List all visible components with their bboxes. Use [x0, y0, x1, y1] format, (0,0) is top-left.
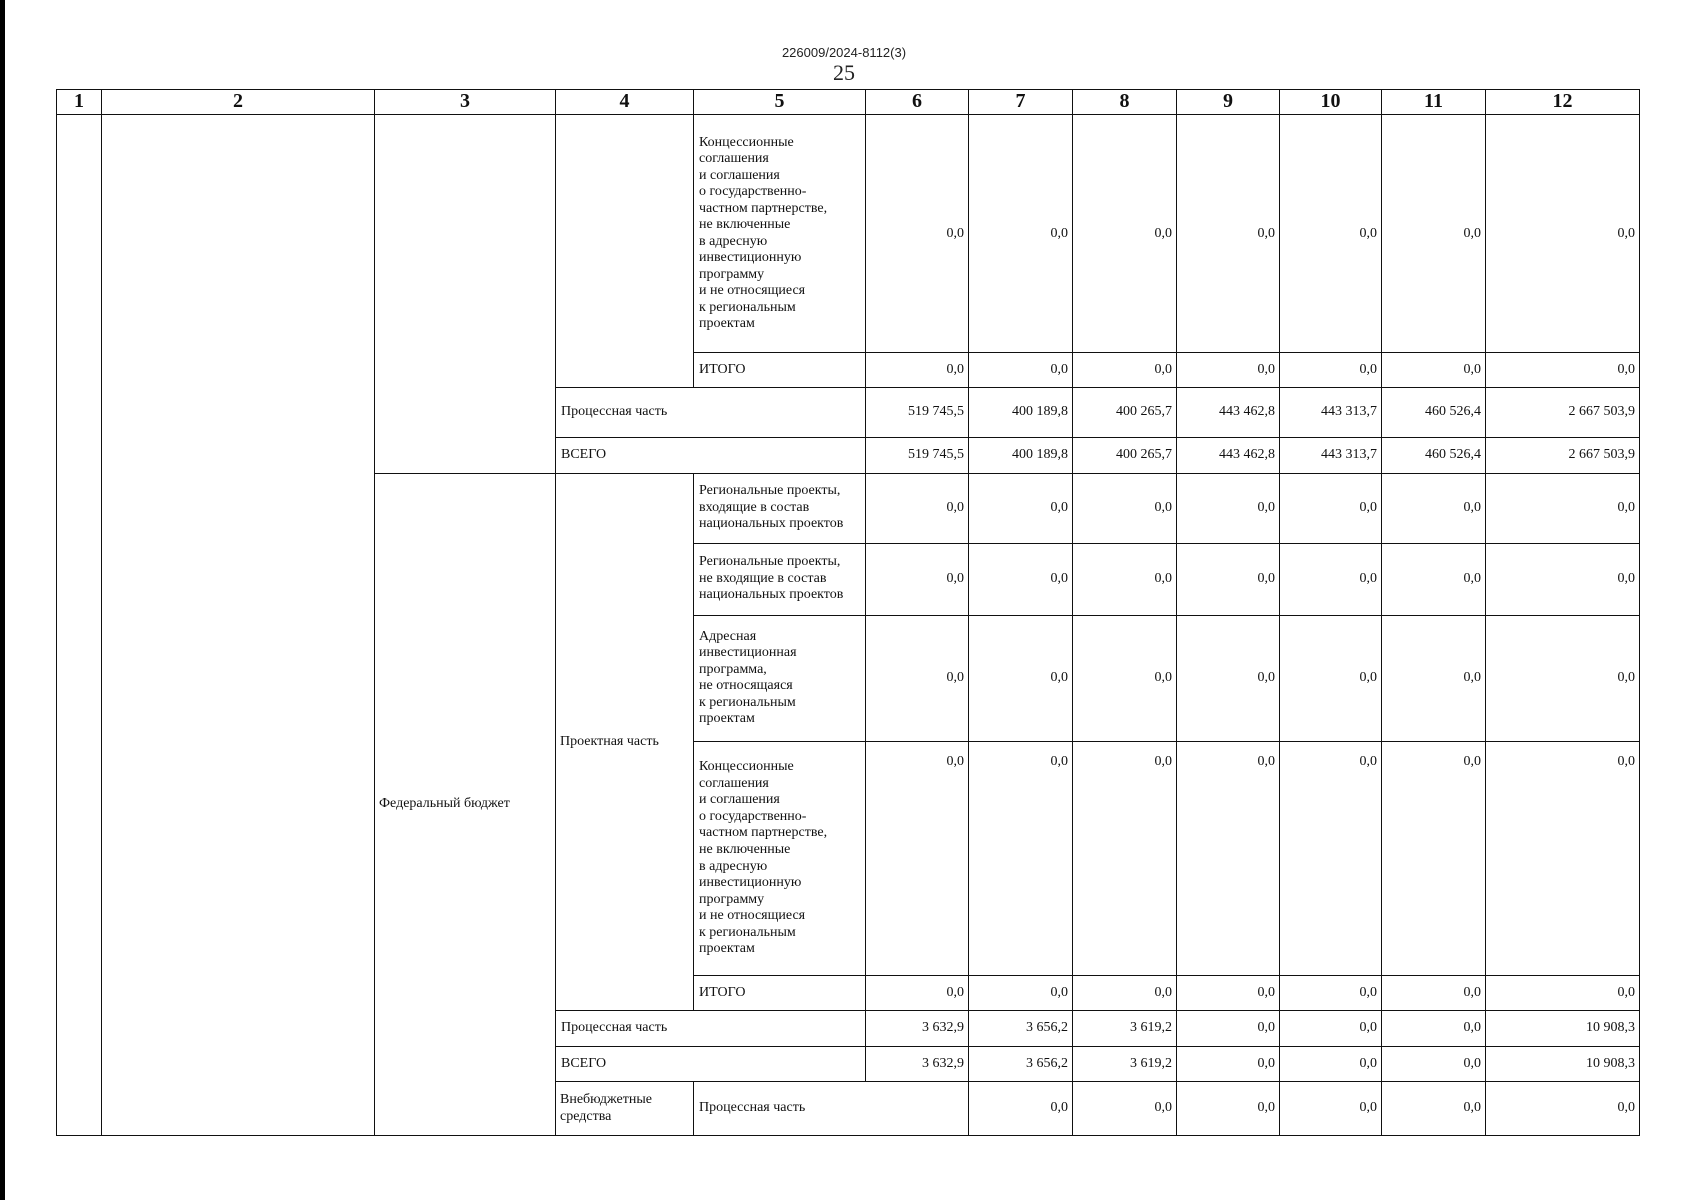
value-cell: 0,0 — [1073, 115, 1177, 353]
value-cell: 0,0 — [866, 353, 969, 387]
value-cell: 0,0 — [1073, 473, 1177, 543]
value-cell: 0,0 — [1280, 353, 1382, 387]
value-cell: 0,0 — [1280, 1011, 1382, 1046]
value-cell: 0,0 — [1177, 1011, 1280, 1046]
value-cell: 0,0 — [1280, 615, 1382, 742]
column-header: 4 — [556, 90, 694, 115]
value-cell: 0,0 — [866, 615, 969, 742]
column-number-row — [57, 90, 1640, 115]
value-cell: 0,0 — [1280, 473, 1382, 543]
value-cell: 3 656,2 — [969, 1046, 1073, 1081]
value-cell: 0,0 — [969, 975, 1073, 1010]
value-cell: 0,0 — [1280, 1082, 1382, 1136]
column-header: 8 — [1073, 90, 1177, 115]
value-cell: 460 526,4 — [1382, 387, 1486, 438]
value-cell: 0,0 — [1382, 975, 1486, 1010]
value-cell: 3 619,2 — [1073, 1046, 1177, 1081]
value-cell: 443 462,8 — [1177, 438, 1280, 473]
budget-table — [56, 89, 1640, 1136]
column-header: 6 — [866, 90, 969, 115]
column-header: 10 — [1280, 90, 1382, 115]
value-cell: 0,0 — [969, 742, 1073, 976]
column-header: 11 — [1382, 90, 1486, 115]
value-cell: 0,0 — [969, 543, 1073, 615]
value-cell: 0,0 — [866, 115, 969, 353]
value-cell: 0,0 — [1177, 1082, 1280, 1136]
value-cell: 0,0 — [1486, 353, 1640, 387]
value-cell: 0,0 — [1177, 543, 1280, 615]
column-header: 2 — [102, 90, 375, 115]
value-cell: 0,0 — [1177, 975, 1280, 1010]
value-cell: 0,0 — [1382, 115, 1486, 353]
value-cell: 0,0 — [1177, 473, 1280, 543]
value-cell: 460 526,4 — [1382, 438, 1486, 473]
item-label-address-program: Адресная инвестиционная программа, не относящаяся к региональным проектам — [694, 615, 866, 742]
value-cell: 3 632,9 — [866, 1046, 969, 1081]
value-cell: 0,0 — [969, 353, 1073, 387]
column-header: 12 — [1486, 90, 1640, 115]
value-cell: 0,0 — [1280, 115, 1382, 353]
value-cell: 443 462,8 — [1177, 387, 1280, 438]
value-cell: 0,0 — [866, 473, 969, 543]
col2-empty-cell — [102, 115, 375, 1136]
value-cell: 0,0 — [1486, 115, 1640, 353]
value-cell: 0,0 — [1073, 615, 1177, 742]
value-cell: 0,0 — [969, 615, 1073, 742]
item-label-concession: Концессионные соглашения и соглашения о государственно- частном партнерстве, не включенные в адресную инвестиционную программу и не относящиеся к региональным проектам — [694, 742, 866, 976]
value-cell: 0,0 — [1382, 1046, 1486, 1081]
value-cell: 400 189,8 — [969, 387, 1073, 438]
item-label-regional-in-national: Региональные проекты, входящие в состав национальных проектов — [694, 473, 866, 543]
value-cell: 519 745,5 — [866, 387, 969, 438]
value-cell: 0,0 — [969, 473, 1073, 543]
value-cell: 0,0 — [1073, 543, 1177, 615]
value-cell: 2 667 503,9 — [1486, 438, 1640, 473]
value-cell: 0,0 — [866, 543, 969, 615]
page-number: 25 — [833, 60, 855, 85]
value-cell: 0,0 — [1382, 1082, 1486, 1136]
value-cell: 0,0 — [1177, 1046, 1280, 1081]
item-label-itogo: ИТОГО — [694, 975, 866, 1010]
value-cell: 0,0 — [866, 975, 969, 1010]
column-header: 1 — [57, 90, 102, 115]
value-cell: 0,0 — [866, 742, 969, 976]
item-label-total: ВСЕГО — [556, 1046, 866, 1081]
value-cell: 2 667 503,9 — [1486, 387, 1640, 438]
value-cell: 3 619,2 — [1073, 1011, 1177, 1046]
value-cell: 0,0 — [1073, 1082, 1177, 1136]
col4-continued-cell — [556, 115, 694, 387]
item-label-regional-not-national: Региональные проекты, не входящие в состав национальных проектов — [694, 543, 866, 615]
value-cell: 0,0 — [969, 1082, 1073, 1136]
item-label-process-part: Процессная часть — [694, 1082, 969, 1136]
value-cell: 0,0 — [1382, 473, 1486, 543]
table-row — [57, 115, 1640, 353]
value-cell: 0,0 — [1486, 1082, 1640, 1136]
column-header: 7 — [969, 90, 1073, 115]
value-cell: 3 656,2 — [969, 1011, 1073, 1046]
value-cell: 0,0 — [1280, 742, 1382, 976]
source-label-extrabudget: Внебюджетные средства — [556, 1082, 694, 1136]
value-cell: 400 189,8 — [969, 438, 1073, 473]
col1-empty-cell — [57, 115, 102, 1136]
value-cell: 0,0 — [1486, 975, 1640, 1010]
value-cell: 0,0 — [1486, 615, 1640, 742]
value-cell: 0,0 — [1382, 615, 1486, 742]
item-label-total: ВСЕГО — [556, 438, 866, 473]
item-label-concession: Концессионные соглашения и соглашения о государственно- частном партнерстве, не включенные в адресную инвестиционную программу и не относящиеся к региональным проектам — [694, 115, 866, 353]
value-cell: 519 745,5 — [866, 438, 969, 473]
value-cell: 0,0 — [1486, 742, 1640, 976]
value-cell: 0,0 — [1280, 1046, 1382, 1081]
item-label-project-part: Проектная часть — [556, 473, 694, 1011]
source-label-federal-budget: Федеральный бюджет — [375, 473, 556, 1135]
scan-edge-bar — [0, 0, 5, 1200]
value-cell: 400 265,7 — [1073, 438, 1177, 473]
value-cell: 10 908,3 — [1486, 1011, 1640, 1046]
column-header: 3 — [375, 90, 556, 115]
item-label-process-part: Процессная часть — [556, 387, 866, 438]
value-cell: 443 313,7 — [1280, 387, 1382, 438]
value-cell: 0,0 — [1073, 742, 1177, 976]
value-cell: 3 632,9 — [866, 1011, 969, 1046]
value-cell: 0,0 — [1177, 353, 1280, 387]
column-header: 9 — [1177, 90, 1280, 115]
value-cell: 10 908,3 — [1486, 1046, 1640, 1081]
value-cell: 0,0 — [1177, 742, 1280, 976]
value-cell: 0,0 — [1486, 543, 1640, 615]
value-cell: 0,0 — [1280, 975, 1382, 1010]
col3-continued-cell — [375, 115, 556, 473]
value-cell: 0,0 — [1073, 975, 1177, 1010]
value-cell: 0,0 — [1382, 1011, 1486, 1046]
value-cell: 0,0 — [1382, 742, 1486, 976]
item-label-process-part: Процессная часть — [556, 1011, 866, 1046]
value-cell: 0,0 — [969, 115, 1073, 353]
value-cell: 0,0 — [1280, 543, 1382, 615]
value-cell: 443 313,7 — [1280, 438, 1382, 473]
value-cell: 400 265,7 — [1073, 387, 1177, 438]
value-cell: 0,0 — [1073, 353, 1177, 387]
document-id: 226009/2024-8112(3) — [781, 45, 907, 60]
value-cell: 0,0 — [1177, 615, 1280, 742]
value-cell: 0,0 — [1486, 473, 1640, 543]
value-cell: 0,0 — [1382, 353, 1486, 387]
value-cell: 0,0 — [1382, 543, 1486, 615]
item-label-itogo: ИТОГО — [694, 353, 866, 387]
column-header: 5 — [694, 90, 866, 115]
value-cell: 0,0 — [1177, 115, 1280, 353]
